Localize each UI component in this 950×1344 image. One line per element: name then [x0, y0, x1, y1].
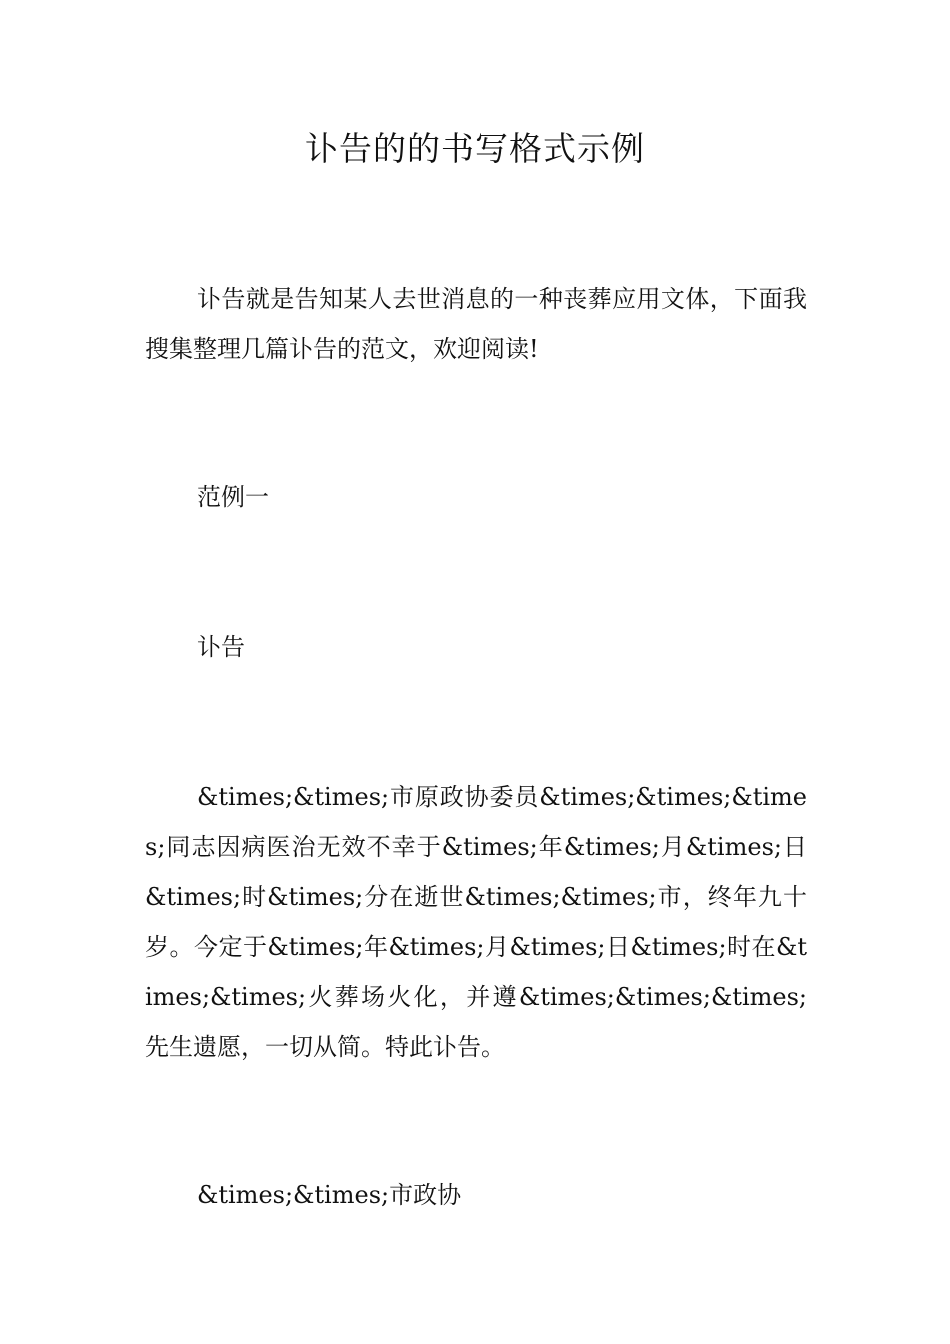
notice-title: 讣告	[197, 633, 245, 661]
notice-signature: &times;&times;市政协	[197, 1181, 462, 1209]
document-title: 讣告的的书写格式示例	[305, 129, 645, 168]
example-heading: 范例一	[197, 483, 269, 511]
intro-paragraph: 讣告就是告知某人去世消息的一种丧葬应用文体，下面我搜集整理几篇讣告的范文，欢迎阅读!	[145, 285, 807, 363]
notice-body-paragraph: &times;&times;市原政协委员&times;&times;&times;同志因病医治无效不幸于&times;年&times;月&times;日&times;时&times;分在逝世&times;&times;市，终年九十岁。今定于&times;年&times;月&times;日&times;时在&times;&times;火葬场火化，并遵&times;&times;&times;先生遗愿，一切从简。特此讣告。	[145, 783, 807, 1061]
